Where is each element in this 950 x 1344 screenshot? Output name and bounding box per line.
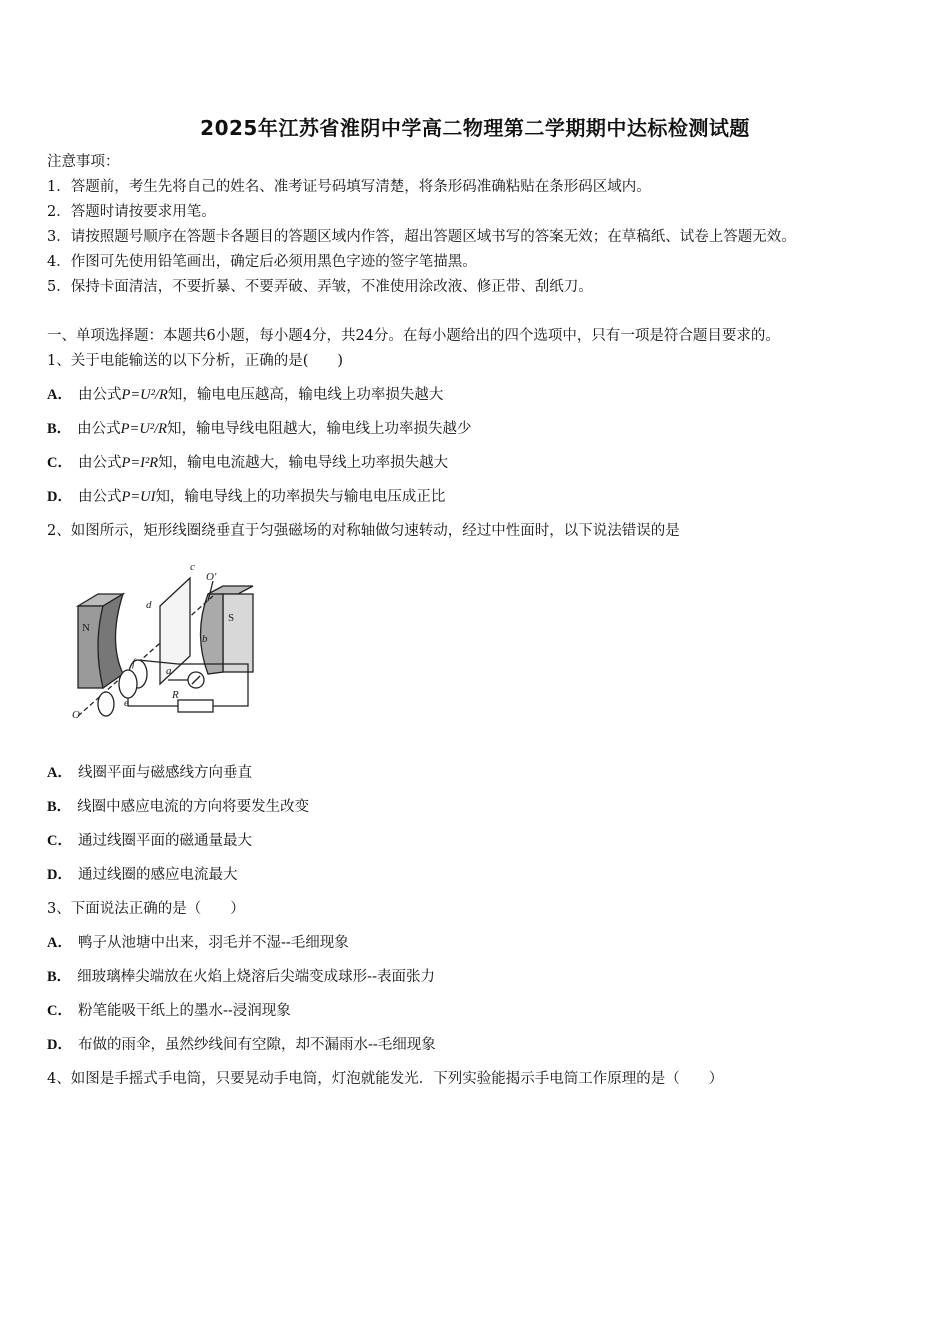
formula: P=I²R <box>121 455 159 471</box>
option-post: 知，输电导线电阻越大，输电线上功率损失越少 <box>167 421 472 437</box>
option-text: 线圈中感应电流的方向将要发生改变 <box>77 799 310 815</box>
page-title: 2025年江苏省淮阴中学高二物理第二学期期中达标检测试题 <box>200 116 750 140</box>
label-s: S <box>228 612 235 624</box>
question-3-option-d <box>47 1035 436 1055</box>
notice-item: 3．请按照题号顺序在答题卡各题目的答题区域内作答，超出答题区域书写的答案无效；在草稿纸、试卷上答题无效。 <box>47 229 796 245</box>
label-e: e <box>124 697 129 709</box>
formula: P=U²/R <box>120 421 168 437</box>
label-f: f <box>132 657 136 669</box>
option-text: 布做的雨伞，虽然纱线间有空隙，却不漏雨水--毛细现象 <box>77 1037 436 1053</box>
slip-ring-e <box>119 670 137 698</box>
option-label: B． <box>47 421 72 437</box>
option-label: B． <box>47 969 72 985</box>
option-pre: 由公式 <box>77 421 121 437</box>
section-heading: 一、单项选择题：本题共6小题，每小题4分，共24分。在每小题给出的四个选项中，只有一项是符合题目要求的。 <box>47 328 780 344</box>
label-b: b <box>202 633 208 645</box>
coil <box>160 578 190 684</box>
question-1-stem: 1、关于电能输送的以下分析，正确的是( ) <box>47 353 344 369</box>
option-label: B． <box>47 799 72 815</box>
option-post: 知，输电电压越高，输电线上功率损失越大 <box>167 387 444 403</box>
circuit-wire-bottom <box>128 698 178 706</box>
question-3-option-a <box>47 933 349 953</box>
option-label: C． <box>47 455 72 471</box>
notice-heading: 注意事项： <box>47 154 120 170</box>
question-3-stem: 3、下面说法正确的是（ ） <box>47 901 245 917</box>
option-text: 通过线圈的感应电流最大 <box>77 867 238 883</box>
option-pre: 由公式 <box>77 489 122 505</box>
option-text: 细玻璃棒尖端放在火焰上烧溶后尖端变成球形--表面张力 <box>77 969 435 985</box>
label-o-prime: O′ <box>206 571 217 583</box>
notice-item: 2．答题时请按要求用笔。 <box>47 204 216 220</box>
question-2-option-c <box>47 831 252 851</box>
option-label: D． <box>47 489 72 505</box>
option-label: D． <box>47 1037 72 1053</box>
notice-item: 1．答题前，考生先将自己的姓名、准考证号码填写清楚，将条形码准确粘贴在条形码区域内。 <box>47 179 651 195</box>
question-3-option-c <box>47 1001 291 1021</box>
formula: P=UI <box>121 489 156 505</box>
question-2-option-a <box>47 763 252 783</box>
option-text: 线圈平面与磁感线方向垂直 <box>77 765 252 781</box>
label-r: R <box>172 689 179 701</box>
notice-item: 4．作图可先使用铅笔画出，确定后必须用黑色字迹的签字笔描黑。 <box>47 254 477 270</box>
option-text: 通过线圈平面的磁通量最大 <box>77 833 252 849</box>
label-o: O <box>72 709 80 721</box>
s-magnet-top <box>208 586 253 594</box>
option-label: D． <box>47 867 72 883</box>
question-2-option-d <box>47 865 237 885</box>
question-1-option-c <box>47 453 448 473</box>
option-label: C． <box>47 833 72 849</box>
option-text: 鸭子从池塘中出来，羽毛并不湿--毛细现象 <box>77 935 349 951</box>
option-post: 知，输电电流越大，输电导线上功率损失越大 <box>158 455 449 471</box>
label-a: a <box>166 665 172 677</box>
question-2-option-b <box>47 797 309 817</box>
option-pre: 由公式 <box>77 387 122 403</box>
question-1-option-b <box>47 419 472 439</box>
option-label: A． <box>47 935 72 951</box>
option-post: 知，输电导线上的功率损失与输电电压成正比 <box>155 489 446 505</box>
question-2-stem: 2、如图所示，矩形线圈绕垂直于匀强磁场的对称轴做匀速转动，经过中性面时，以下说法错误的是 <box>47 523 680 539</box>
formula: P=U²/R <box>121 387 168 403</box>
option-text: 粉笔能吸干纸上的墨水--浸润现象 <box>77 1003 291 1019</box>
label-c: c <box>190 561 195 573</box>
option-label: A． <box>47 387 72 403</box>
question-3-option-b <box>47 967 435 987</box>
option-label: C． <box>47 1003 72 1019</box>
s-magnet-front <box>223 594 253 672</box>
generator-diagram <box>68 556 268 724</box>
question-4-stem: 4、如图是手摇式手电筒，只要晃动手电筒，灯泡就能发光．下列实验能揭示手电筒工作原理的是（ ） <box>47 1071 724 1087</box>
notice-item: 5．保持卡面清洁，不要折暴、不要弄破、弄皱，不准使用涂改液、修正带、刮纸刀。 <box>47 279 593 295</box>
option-pre: 由公式 <box>77 455 122 471</box>
question-1-option-a <box>47 385 443 405</box>
brush-ring <box>98 692 114 716</box>
label-n: N <box>82 622 90 634</box>
label-d: d <box>146 599 152 611</box>
option-label: A． <box>47 765 72 781</box>
question-1-option-d <box>47 487 445 507</box>
resistor-r <box>178 700 213 712</box>
